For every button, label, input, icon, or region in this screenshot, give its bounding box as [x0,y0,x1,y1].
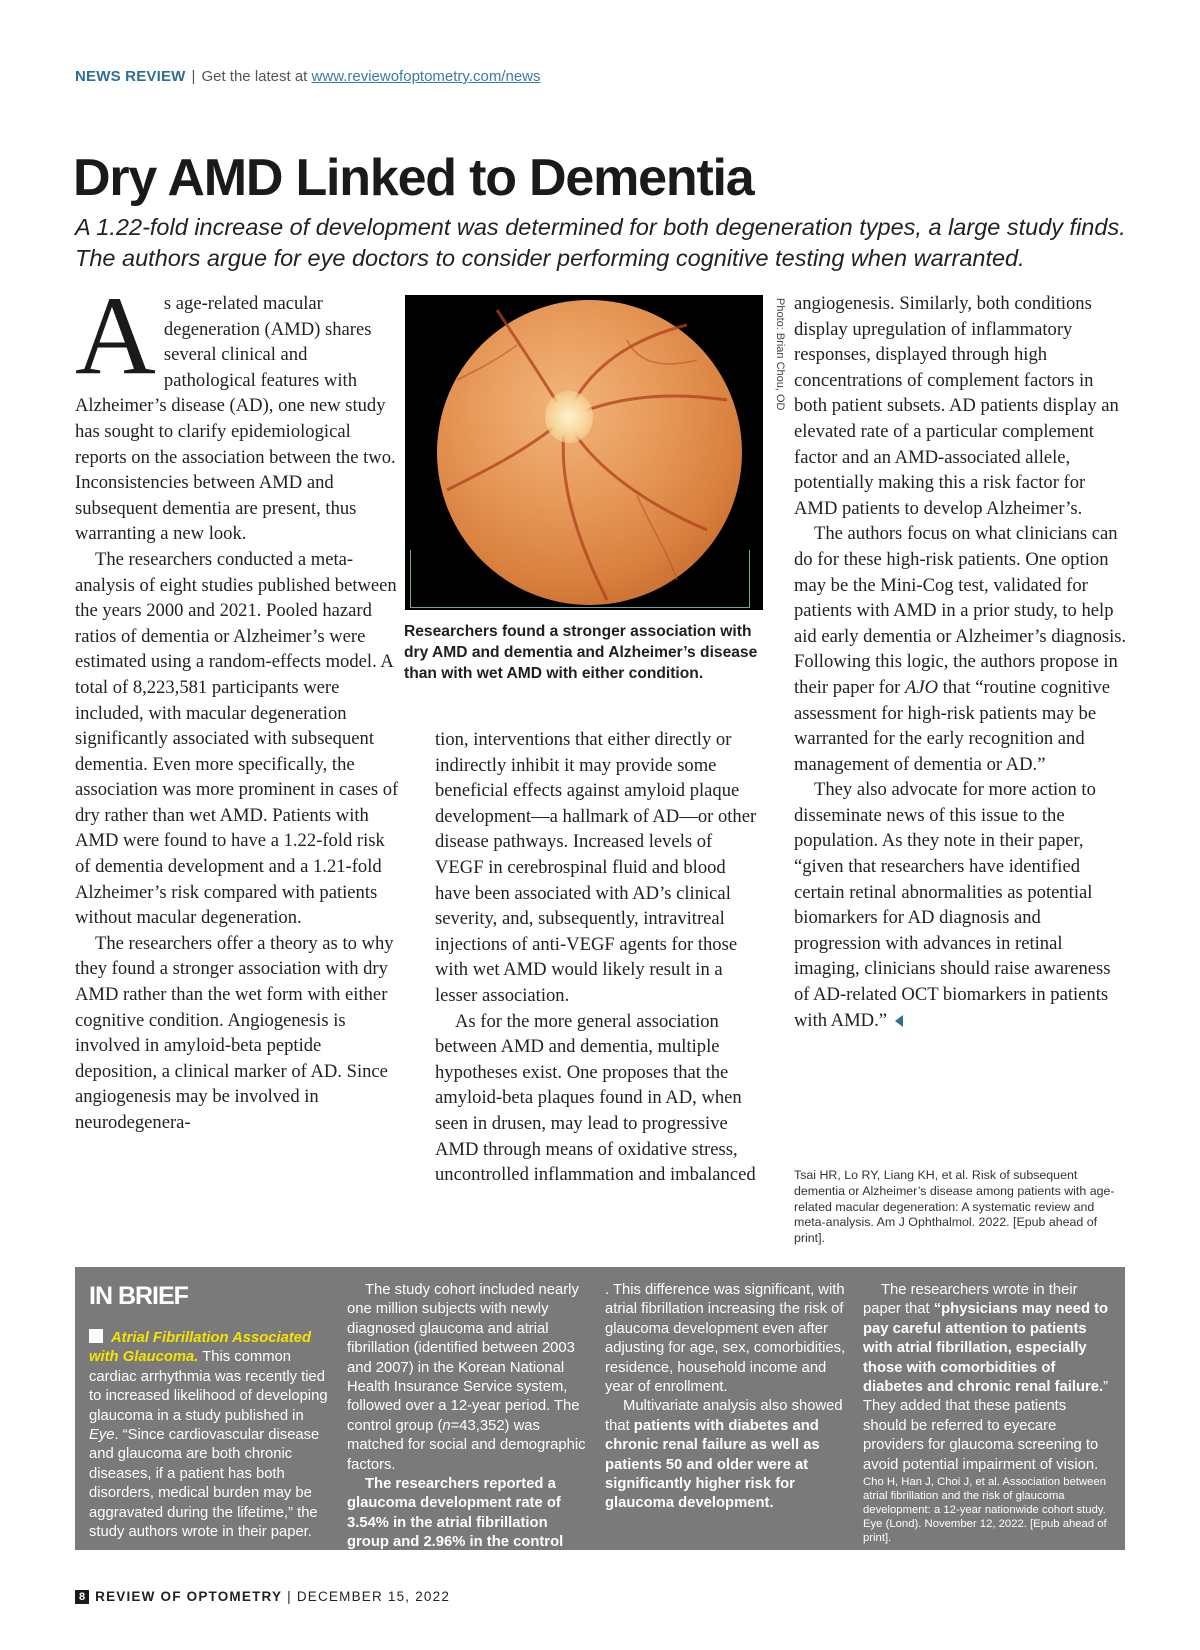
brief-column-4 [863,1281,1109,1545]
paragraph-text: The authors focus on what clinicians can do for these high-risk patients. One option may be the Mini-Cog test, validated for patients with AMD in a prior study, to help aid early dementia or Alzheimer’s diagnosis. Following this logic, the authors propose in their paper for [794,523,1127,698]
brief-paragraph [605,1397,851,1513]
fundus-photo [405,295,763,610]
page-footer [75,1589,450,1604]
paragraph-text: They also advocate for more action to disseminate news of this issue to the population. As they note in their paper, “given that researchers have identified certain retinal abnormalities as potential biomarkers for AD diagnosis and progression with advances in retinal imaging, clinicians should raise awareness of AD-related OCT biomarkers in patients with AMD.” [794,779,1111,1031]
brief-paragraph [863,1281,1109,1475]
brief-highlight: “physicians may need to pay careful attention to patients with atrial fibrillation, especially those with comorbidities of diabetes and chronic renal failure. [863,1301,1109,1396]
page-number: 8 [75,1590,89,1604]
header-prefix: Get the latest at [201,68,308,85]
brief-text-italic: n [442,1417,451,1434]
optic-disc [545,391,593,443]
article-paragraph: As for the more general association between AMD and dementia, multiple hypotheses exist. One proposes that the amyloid-beta plaques found in AD, when seen in drusen, may lead to progressive AMD through means of oxidative stress, uncontrolled inflammation and imbalanced [435,1010,756,1186]
end-mark-icon [895,1015,903,1027]
drop-cap: A [75,274,156,398]
article-citation: Tsai HR, Lo RY, Liang KH, et al. Risk of subsequent dementia or Alzheimer’s disease among patients with age-related macular degeneration: A systematic review and meta-analysis. Am J Ophthalmol. 2022. [Epub ahead of print]. [794,1168,1115,1246]
brief-item-title: Atrial Fibrillation Associated with Glaucoma. [89,1330,312,1366]
footer-separator: | [287,1589,292,1604]
brief-text: ” They added that these patients should be referred to eyecare providers for glaucoma screening to avoid potential impairment of vision. [863,1379,1109,1473]
header-separator: | [191,68,196,85]
brief-column-3 [605,1281,851,1514]
brief-text: This common cardiac arrhythmia was recently tied to increased likelihood of developing glaucoma in a study published in [89,1349,328,1424]
article-title: Dry AMD Linked to Dementia [73,149,754,207]
brief-paragraph [347,1475,593,1572]
magazine-name: REVIEW OF OPTOMETRY [95,1589,283,1604]
paragraph-text: that “routine cognitive assessment for high-risk patients may be warranted for the early recognition and management of dementia or AD.” [794,676,1110,775]
square-bullet-icon [89,1329,103,1343]
brief-paragraph [347,1281,593,1475]
brief-heading: IN BRIEF [89,1282,188,1310]
section-label: NEWS REVIEW [75,68,186,85]
image-frame [410,550,750,608]
brief-text: Multivariate analysis also showed that [605,1398,843,1434]
article-paragraph [794,521,1128,777]
news-link[interactable]: www.reviewofoptometry.com/news [311,68,541,85]
article-column-2 [435,727,765,1188]
photo-credit: Photo: Brian Chou, OD [774,298,786,411]
article-paragraph: The researchers conducted a meta-analysis of eight studies published between the years 2000 and 2021. Pooled hazard ratios of dementia or Alzheimer’s were estimated using a random-effects model. A total of 8,223,581 participants were included, with macular degeneration significantly associated with subsequent dementia. Even more specifically, the association was more prominent in cases of dry rather than wet AMD. Patients with AMD were found to have a 1.22-fold risk of dementia development and a 1.21-fold Alzheimer’s risk compared with patients without macular degeneration. [75,548,399,929]
brief-citation: Cho H, Han J, Choi J, et al. Association between atrial fibrillation and the risk of glaucoma development: a 12-year nationwide cohort study. Eye (Lond). November 12, 2022. [Epub ahead of print]. [863,1476,1107,1545]
article-paragraph: tion, interventions that either directly or indirectly inhibit it may provide some beneficial effects against amyloid plaque development—a hallmark of AD—or other disease pathways. Increased levels of VEGF in cerebrospinal fluid and blood have been associated with AD’s clinical severity, and, subsequently, intravitreal injections of anti-VEGF agents for those with wet AMD would likely result in a lesser association. [435,729,757,1006]
brief-text: . This difference was significant, with atrial fibrillation increasing the risk of glaucoma development even after adjusting for age, sex, comorbidities, residence, household income and year of enrollment. [605,1282,846,1396]
journal-name: Eye [89,1427,115,1444]
brief-paragraph [89,1329,335,1542]
brief-text: =43,352) was matched for social and demographic factors. [347,1417,586,1473]
article-paragraph: angiogenesis. Similarly, both conditions display upregulation of inflammatory responses, displayed through high concentrations of complement factors in both patient subsets. AD patients display an elevated rate of a particular complement factor and an AMD-associated allele, potentially making this a risk factor for AMD patients to develop Alzheimer’s. [794,293,1119,519]
brief-column-2 [347,1281,593,1572]
article-paragraph [75,274,402,547]
section-header [75,68,541,85]
brief-text: The researchers wrote in their paper that [863,1282,1078,1318]
brief-text: . “Since cardiovascular disease and glaucoma are both chronic diseases, if a patient has both disorders, medical burden may be aggravated during the lifetime,” the study authors wrote in their paper. [89,1427,320,1541]
article-column-3 [794,291,1128,1033]
paragraph-text: s age-related macular degeneration (AMD) shares several clinical and pathological features with Alzheimer’s disease (AD), one new study has sought to clarify epidemiological reports on the association between the two. Inconsistencies between AMD and subsequent dementia are present, thus warranting a new look. [75,293,396,545]
brief-text: The study cohort included nearly one million subjects with newly diagnosed glaucoma and atrial fibrillation (identified between 2003 and 2007) in the Korean National Health Insurance Service system, followed over a 12-year period. The control group ( [347,1282,580,1434]
brief-highlight: patients with diabetes and chronic renal failure as well as patients 50 and older were at significantly higher risk for glaucoma development. [605,1417,820,1512]
brief-column-1 [89,1281,335,1542]
article-deck: A 1.22-fold increase of development was determined for both degeneration types, a large study finds. The authors argue for eye doctors to consider performing cognitive testing when warranted. [75,214,1126,271]
article-paragraph [794,777,1128,1033]
article-column-1 [75,274,402,1136]
brief-paragraph [605,1281,851,1397]
issue-date: DECEMBER 15, 2022 [296,1589,451,1604]
journal-abbrev: AJO [905,676,939,698]
article-paragraph: The researchers offer a theory as to why they found a stronger association with dry AMD rather than the wet form with either cognitive condition. Angiogenesis is involved in amyloid-beta peptide deposition, a clinical marker of AD. Since angiogenesis may be involved in neurodegenera- [75,932,394,1133]
brief-highlight: The researchers reported a glaucoma development rate of 3.54% in the atrial fibrillation group and 2.96% in the control group [347,1476,564,1570]
in-brief-box [75,1267,1125,1570]
photo-caption: Researchers found a stronger association with dry AMD and dementia and Alzheimer’s disease than with wet AMD with either condition. [404,623,758,682]
